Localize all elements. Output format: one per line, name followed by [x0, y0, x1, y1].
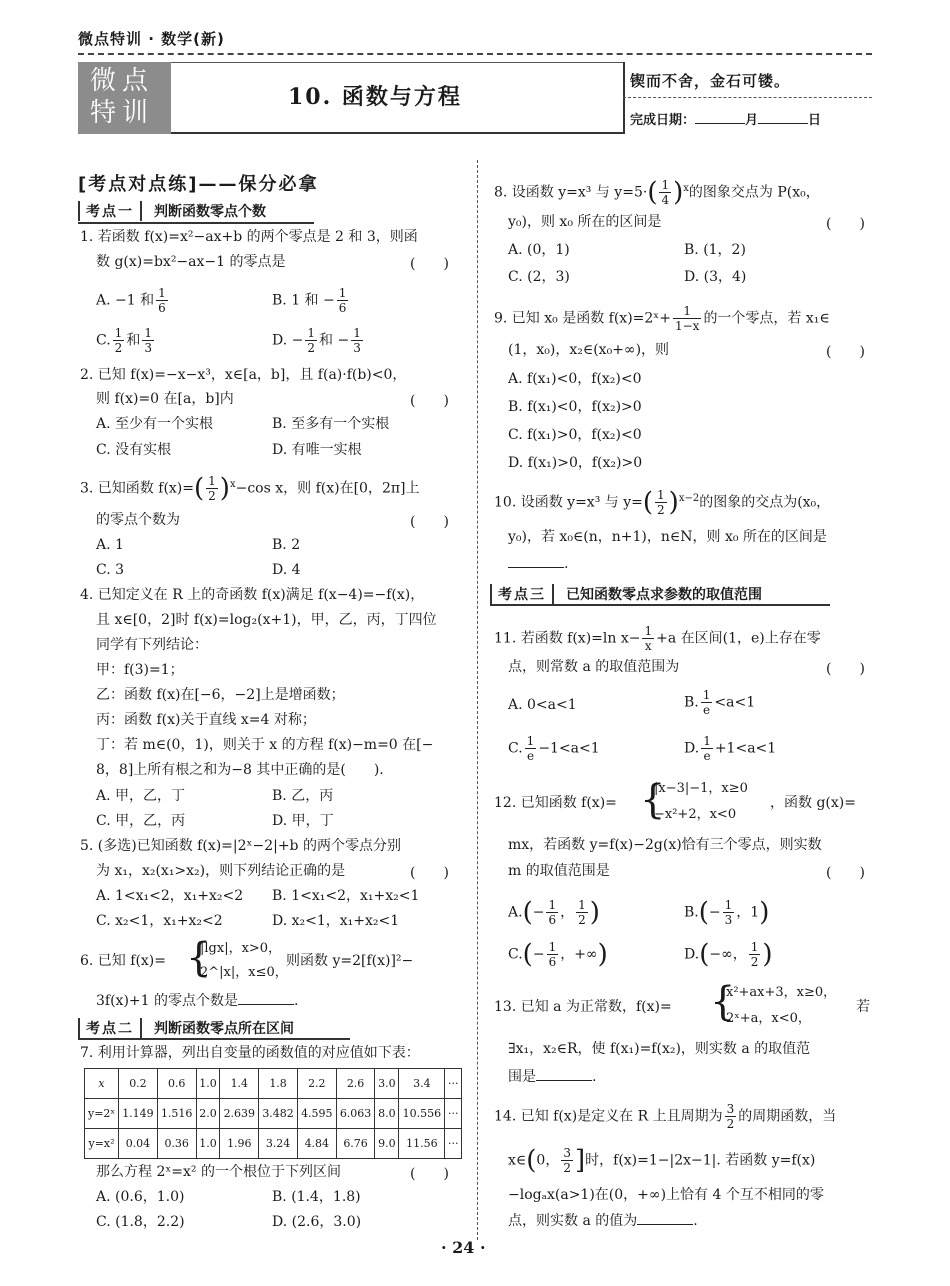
q14-l2-post: 时，f(x)=1−|2x−1|. 若函数 y=f(x) — [585, 1152, 816, 1169]
q11-b-frac — [701, 688, 713, 717]
q13-line3-text: 围是 — [508, 1069, 536, 1085]
topic1-underline — [78, 222, 314, 224]
q12-a-frac2 — [576, 898, 588, 927]
q3-lparen: ( — [194, 473, 205, 504]
q12-post: ，函数 g(x)= — [770, 795, 856, 811]
q5-answer-paren[interactable]: ( ) — [410, 865, 449, 881]
q12-a-frac1 — [546, 898, 558, 927]
q12-case1: |x−3|−1，x≥0 — [654, 781, 748, 796]
q4-line6: 丙：函数 f(x)关于直线 x=4 对称； — [96, 712, 316, 728]
q8-lparen: ( — [647, 177, 658, 208]
q12-option-b[interactable] — [684, 898, 769, 927]
q6-case1: |lgx|，x>0， — [200, 941, 282, 956]
q3-den: 2 — [208, 489, 216, 503]
logo-line2: 特训 — [90, 98, 155, 128]
q12-line2: mx，若函数 y=f(x)−2g(x)恰有三个零点，则实数 — [508, 837, 822, 853]
q14-l2-den: 2 — [563, 1161, 571, 1175]
topic2-tag: 考点二 — [78, 1018, 142, 1038]
q13-pre: 13. 已知 a 为正常数，f(x)= — [494, 999, 672, 1015]
table-cell: 11.56 — [399, 1129, 445, 1159]
q12-pre: 12. 已知函数 f(x)= — [494, 795, 617, 811]
q1-c-num1: 1 — [114, 326, 123, 340]
q11-c-frac — [525, 734, 537, 763]
q12-case2: −x²+2，x<0 — [654, 807, 737, 822]
q11-d-frac — [701, 734, 713, 763]
q10-num: 1 — [657, 488, 665, 502]
q6-case2: 2^|x|，x≤0， — [200, 965, 288, 980]
date-label: 完成日期： — [630, 113, 696, 128]
q14-line3: −logₐx(a>1)在(0，+∞)上恰有 4 个互不相同的零 — [508, 1187, 824, 1203]
q1-c-frac1 — [113, 326, 125, 355]
q3-option-b[interactable]: B. 2 — [272, 537, 301, 553]
table-cell: 3.482 — [259, 1099, 298, 1129]
q12-c-den: 6 — [548, 955, 557, 969]
logo-badge — [78, 62, 171, 134]
table-cell: 1.8 — [259, 1069, 298, 1099]
logo-line1: 微点 — [90, 66, 155, 96]
q1-option-c[interactable] — [96, 326, 156, 355]
q13-case1: x²+ax+3，x≥0， — [726, 985, 837, 1000]
table-cell: 6.063 — [336, 1099, 375, 1129]
q9-option-b[interactable]: B. f(x₁)<0，f(x₂)>0 — [508, 399, 642, 415]
series-title: 微点特训 · 数学(新) — [78, 30, 225, 48]
table-cell: 2.6 — [336, 1069, 375, 1099]
q3-option-c[interactable]: C. 3 — [96, 562, 125, 578]
q9-post: 的一个零点，若 x₁∈ — [703, 310, 830, 327]
q2-option-a[interactable]: A. 至少有一个实根 — [96, 416, 214, 432]
q9-den: 1−x — [674, 319, 700, 333]
q8-option-c[interactable]: C. (2，3) — [508, 269, 570, 285]
table-cell: 1.516 — [157, 1099, 196, 1129]
q3-post: −cos x，则 f(x)在[0，2π]上 — [235, 480, 420, 497]
table-cell: 0.2 — [119, 1069, 158, 1099]
q12-a-comma: ， — [560, 904, 575, 921]
q10-exp: x−2 — [678, 492, 700, 504]
q12-a-minus: − — [532, 904, 545, 921]
q3-option-a[interactable]: A. 1 — [96, 537, 124, 553]
q3-answer-paren[interactable]: ( ) — [410, 514, 449, 530]
q11-c-num: 1 — [526, 734, 535, 748]
q4-line8: 8，8]上所有根之和为−8 其中正确的是( ). — [96, 762, 384, 778]
q1-c-den1: 2 — [114, 341, 123, 355]
q8-pre: 8. 设函数 y=x³ 与 y=5· — [494, 184, 648, 201]
q3-line1 — [80, 474, 420, 503]
topic2-heading — [78, 1018, 294, 1038]
topic1-title: 判断函数零点个数 — [154, 204, 266, 220]
q14-end: . — [693, 1213, 698, 1229]
q12-c-rparen: ) — [597, 939, 608, 970]
q1-c-num2: 1 — [144, 326, 152, 340]
top-divider — [78, 53, 872, 55]
q7-option-c[interactable]: C. (1.8，2.2) — [96, 1214, 185, 1230]
q12-d-rparen: ) — [762, 939, 773, 970]
q1-a-num: 1 — [158, 286, 166, 300]
q11-option-b[interactable] — [684, 688, 755, 717]
q4-option-a[interactable]: A. 甲，乙，丁 — [96, 788, 186, 804]
q8-line2: y₀)，则 x₀ 所在的区间是 — [508, 214, 662, 230]
column-divider — [477, 160, 478, 1240]
q9-num: 1 — [673, 304, 701, 319]
q11-option-d[interactable] — [684, 734, 776, 763]
q12-b-pre: B. — [684, 904, 699, 921]
q7-answer-paren[interactable]: ( ) — [410, 1166, 449, 1182]
q1-c-text: C. — [96, 332, 111, 349]
q8-option-a[interactable]: A. (0，1) — [508, 242, 570, 258]
q13-case2: 2ˣ+a，x<0， — [726, 1011, 811, 1026]
table-cell: 9.0 — [375, 1129, 399, 1159]
table-cell: 0.04 — [119, 1129, 158, 1159]
q14-rbracket: ] — [574, 1145, 586, 1176]
q1-b-text: B. 1 和 − — [272, 292, 335, 309]
q1-d-den1: 2 — [307, 341, 315, 355]
q11-c-den: e — [526, 749, 535, 763]
q12-b-num: 1 — [724, 898, 733, 912]
table-cell: 6.76 — [336, 1129, 375, 1159]
motto-divider — [623, 97, 872, 98]
table-cell: y=x² — [85, 1129, 119, 1159]
q12-b-tail: ，1 — [736, 904, 760, 921]
q12-d-frac — [749, 940, 761, 969]
q3-rparen: ) — [219, 473, 230, 504]
q11-d-pre: D. — [684, 740, 700, 757]
day-label: 日 — [808, 113, 822, 128]
q12-c-lparen: ( — [522, 939, 533, 970]
topic2-title: 判断函数零点所在区间 — [154, 1021, 294, 1037]
table-cell: 2.2 — [297, 1069, 336, 1099]
q10-post: 的图象的交点为(x₀， — [699, 494, 831, 511]
q12-a-rparen: ) — [589, 897, 600, 928]
q1-d-frac2 — [351, 326, 363, 355]
q12-b-rparen: ) — [759, 897, 770, 928]
table-cell: 2.0 — [196, 1099, 220, 1129]
motto: 锲而不舍，金石可镂。 — [630, 72, 791, 90]
q5-option-a[interactable]: A. 1<x₁<2，x₁+x₂<2 — [96, 888, 244, 904]
q11-post: +a 在区间(1，e)上存在零 — [656, 630, 821, 647]
q8-line1 — [494, 178, 820, 207]
q13-end: . — [592, 1069, 597, 1085]
table-row-x — [85, 1069, 462, 1099]
chapter-title: 10. 函数与方程 — [288, 84, 462, 110]
section-title: [考点对点练]——保分必拿 — [78, 174, 319, 195]
q1-d-mid: 和 − — [319, 332, 350, 349]
q12-a-den2: 2 — [578, 913, 586, 927]
q11-b-den: e — [703, 703, 711, 717]
q4-line2: 且 x∈[0，2]时 f(x)=log₂(x+1)，甲，乙，丙，丁四位 — [96, 612, 437, 628]
q10-end: . — [564, 556, 569, 572]
q9-frac — [673, 304, 701, 333]
q3-pre: 3. 已知函数 f(x)= — [80, 480, 194, 497]
topic1-heading — [78, 201, 266, 221]
q8-post: 的图象交点为 P(x₀， — [688, 184, 820, 201]
q12-b-frac — [723, 898, 735, 927]
q12-a-num2: 1 — [578, 898, 586, 912]
q12-brace: { — [640, 777, 666, 823]
table-cell: 1.96 — [220, 1129, 259, 1159]
q2-answer-paren[interactable]: ( ) — [410, 393, 449, 409]
q1-a-frac — [156, 286, 168, 315]
month-label: 月 — [745, 113, 759, 128]
q10-rparen: ) — [668, 487, 679, 518]
topic3-tag: 考点三 — [490, 584, 554, 604]
q12-d-head: −∞， — [709, 946, 747, 963]
q2-option-b[interactable]: B. 至多有一个实根 — [272, 416, 390, 432]
q6-brace: { — [186, 935, 212, 981]
q1-b-den: 6 — [338, 301, 347, 315]
day-blank[interactable] — [758, 112, 808, 124]
q5-option-b[interactable]: B. 1<x₁<2，x₁+x₂<1 — [272, 888, 420, 904]
table-cell: ··· — [445, 1099, 462, 1129]
q6-end: . — [294, 993, 299, 1009]
q7-option-d[interactable]: D. (2.6，3.0) — [272, 1214, 362, 1230]
q11-frac — [642, 624, 654, 653]
topic1-tag: 考点一 — [78, 201, 142, 221]
q12-a-num1: 1 — [548, 898, 557, 912]
table-cell: y=2ˣ — [85, 1099, 119, 1129]
q8-exp: x — [683, 182, 689, 194]
q11-d-den: e — [703, 749, 711, 763]
q1-c-den2: 3 — [144, 341, 152, 355]
q12-c-pre: C. — [508, 946, 523, 963]
q9-line1 — [494, 304, 830, 333]
q1-d-text: D. − — [272, 332, 304, 349]
q2-line1: 2. 已知 f(x)=−x−x³，x∈[a，b]，且 f(a)·f(b)<0， — [80, 367, 407, 383]
q14-frac — [725, 1102, 737, 1131]
q6-post: 则函数 y=2[f(x)]²− — [286, 953, 414, 969]
q4-option-b[interactable]: B. 乙，丙 — [272, 788, 334, 804]
q14-line4-text: 点，则实数 a 的值为 — [508, 1213, 638, 1229]
q1-a-den: 6 — [158, 301, 166, 315]
q1-line2: 数 g(x)=bx²−ax−1 的零点是 — [96, 254, 286, 270]
q11-option-a[interactable]: A. 0<a<1 — [508, 697, 577, 713]
q12-line3: m 的取值范围是 — [508, 863, 610, 879]
q1-b-num: 1 — [338, 286, 347, 300]
q7-line1: 7. 利用计算器，列出自变量的函数值的对应值如下表： — [80, 1045, 420, 1061]
q8-answer-paren[interactable]: ( ) — [826, 216, 865, 232]
q14-l2-a: 0， — [536, 1152, 560, 1169]
q14-l2-num: 3 — [563, 1146, 571, 1160]
q6-line2-text: 3f(x)+1 的零点个数是 — [96, 993, 238, 1009]
q12-c-frac — [547, 940, 559, 969]
q1-option-d[interactable] — [272, 326, 365, 355]
q13-answer-blank[interactable] — [536, 1068, 592, 1081]
q11-c-post: −1<a<1 — [538, 740, 600, 757]
q1-option-b[interactable] — [272, 286, 350, 315]
q7-option-b[interactable]: B. (1.4，1.8) — [272, 1189, 361, 1205]
q12-b-den: 3 — [724, 913, 733, 927]
q1-c-frac2 — [142, 326, 154, 355]
q9-option-c[interactable]: C. f(x₁)>0，f(x₂)<0 — [508, 427, 642, 443]
q11-pre: 11. 若函数 f(x)=ln x− — [494, 630, 641, 647]
q11-b-post: <a<1 — [714, 694, 756, 711]
q3-option-d[interactable]: D. 4 — [272, 562, 301, 578]
q9-pre: 9. 已知 x₀ 是函数 f(x)=2ˣ+ — [494, 310, 671, 327]
table-cell: 3.4 — [399, 1069, 445, 1099]
q4-line5: 乙：函数 f(x)在[−6，−2]上是增函数； — [96, 687, 345, 703]
table-cell: 2.639 — [220, 1099, 259, 1129]
q13-line2: ∃x₁，x₂∈R，使 f(x₁)=f(x₂)，则实数 a 的取值范 — [508, 1041, 811, 1057]
completion-date — [630, 109, 821, 128]
q11-answer-paren[interactable]: ( ) — [826, 661, 865, 677]
q9-answer-paren[interactable]: ( ) — [826, 344, 865, 360]
q9-option-a[interactable]: A. f(x₁)<0，f(x₂)<0 — [508, 371, 642, 387]
q12-a-den1: 6 — [548, 913, 557, 927]
q12-option-a[interactable] — [508, 898, 600, 927]
table-row-2x — [85, 1099, 462, 1129]
table-cell: 3.0 — [375, 1069, 399, 1099]
q14-den: 2 — [726, 1117, 735, 1131]
q11-c-pre: C. — [508, 740, 523, 757]
q1-d-den2: 3 — [353, 341, 361, 355]
q13-line3 — [508, 1068, 596, 1086]
q1-line1: 1. 若函数 f(x)=x²−ax+b 的两个零点是 2 和 3，则函 — [80, 229, 418, 245]
page-number: · 24 · — [441, 1238, 486, 1257]
table-cell: 1.149 — [119, 1099, 158, 1129]
q12-c-num: 1 — [548, 940, 557, 954]
q3-num: 1 — [208, 474, 216, 488]
topic2-underline — [78, 1038, 350, 1040]
q12-option-d[interactable] — [684, 940, 773, 969]
topic3-underline — [490, 604, 830, 606]
q8-rparen: ) — [673, 177, 684, 208]
q12-a-pre: A. — [508, 904, 523, 921]
q6-line2 — [96, 992, 298, 1010]
table-cell: 0.36 — [157, 1129, 196, 1159]
q12-d-num: 1 — [750, 940, 759, 954]
q10-line2: y₀)，若 x₀∈(n，n+1)，n∈N，则 x₀ 所在的区间是 — [508, 529, 827, 545]
q14-line2 — [508, 1146, 815, 1175]
q4-option-d[interactable]: D. 甲，丁 — [272, 813, 334, 829]
table-cell: 1.0 — [196, 1129, 220, 1159]
q1-d-num1: 1 — [307, 326, 315, 340]
q6-answer-blank[interactable] — [238, 992, 294, 1005]
q10-den: 2 — [657, 503, 665, 517]
q14-line4 — [508, 1212, 698, 1230]
q4-line1: 4. 已知定义在 R 上的奇函数 f(x)满足 f(x−4)=−f(x)， — [80, 587, 425, 603]
q14-pre: 14. 已知 f(x)是定义在 R 上且周期为 — [494, 1108, 723, 1125]
q12-answer-paren[interactable]: ( ) — [826, 865, 865, 881]
q1-a-text: A. −1 和 — [96, 292, 155, 309]
q5-option-d[interactable]: D. x₂<1，x₁+x₂<1 — [272, 913, 400, 929]
q12-d-pre: D. — [684, 946, 700, 963]
q11-option-c[interactable] — [508, 734, 600, 763]
q12-a-lparen: ( — [522, 897, 533, 928]
table-cell: 8.0 — [375, 1099, 399, 1129]
q12-d-lparen: ( — [699, 939, 710, 970]
table-cell: 1.4 — [220, 1069, 259, 1099]
table-cell: ··· — [445, 1129, 462, 1159]
q12-c-tail: ，+∞ — [560, 946, 598, 963]
q14-lparen: ( — [526, 1145, 537, 1176]
table-cell: 10.556 — [399, 1099, 445, 1129]
q7-value-table — [84, 1068, 462, 1159]
q12-d-den: 2 — [750, 955, 759, 969]
table-cell: 4.84 — [297, 1129, 336, 1159]
q1-answer-paren[interactable]: ( ) — [410, 256, 449, 272]
q4-line7: 丁：若 m∈(0，1)，则关于 x 的方程 f(x)−m=0 在[− — [96, 737, 434, 753]
q7-option-a[interactable]: A. (0.6，1.0) — [96, 1189, 185, 1205]
q11-line2: 点，则常数 a 的取值范围为 — [508, 659, 680, 675]
q11-d-num: 1 — [703, 734, 711, 748]
q2-option-d[interactable]: D. 有唯一实根 — [272, 442, 362, 458]
q2-line2: 则 f(x)=0 在[a，b]内 — [96, 391, 234, 407]
table-cell: 4.595 — [297, 1099, 336, 1129]
q7-after: 那么方程 2ˣ=x² 的一个根位于下列区间 — [96, 1164, 341, 1180]
q14-num: 3 — [726, 1102, 735, 1116]
q2-option-c[interactable]: C. 没有实根 — [96, 442, 172, 458]
q3-exp: x — [229, 478, 236, 490]
q14-l2-frac — [561, 1146, 573, 1175]
q3-line2: 的零点个数为 — [96, 512, 180, 528]
q10-line3 — [508, 555, 568, 573]
q11-line1 — [494, 624, 821, 653]
table-cell: x — [85, 1069, 119, 1099]
q14-post: 的周期函数，当 — [738, 1108, 837, 1125]
q14-answer-blank[interactable] — [637, 1212, 693, 1225]
table-row-x2 — [85, 1129, 462, 1159]
table-cell: 0.6 — [157, 1069, 196, 1099]
q11-b-num: 1 — [702, 688, 711, 702]
q13-brace: { — [710, 979, 736, 1025]
q9-option-d[interactable]: D. f(x₁)>0，f(x₂)>0 — [508, 455, 643, 471]
q5-line1: 5. (多选)已知函数 f(x)=|2ˣ−2|+b 的两个零点分别 — [80, 838, 401, 854]
q6-pre: 6. 已知 f(x)= — [80, 953, 166, 969]
q12-b-lparen: ( — [698, 897, 709, 928]
q4-line3: 同学有下列结论： — [96, 637, 208, 653]
q12-c-minus: − — [532, 946, 545, 963]
q8-option-d[interactable]: D. (3，4) — [684, 269, 747, 285]
table-cell: 3.24 — [259, 1129, 298, 1159]
q1-d-frac1 — [305, 326, 317, 355]
month-blank[interactable] — [695, 112, 745, 124]
q4-option-c[interactable]: C. 甲，乙，丙 — [96, 813, 186, 829]
table-cell: 1.0 — [196, 1069, 220, 1099]
q13-post: 若 — [856, 999, 870, 1015]
q12-option-c[interactable] — [508, 940, 608, 969]
q14-l2-pre: x∈ — [508, 1152, 527, 1169]
q10-line1 — [494, 488, 830, 517]
q1-b-frac — [337, 286, 349, 315]
q5-line2: 为 x₁，x₂(x₁>x₂)，则下列结论正确的是 — [96, 863, 346, 879]
topic3-title: 已知函数零点求参数的取值范围 — [566, 587, 762, 603]
q3-frac — [206, 474, 218, 503]
q8-frac — [659, 178, 671, 207]
q10-frac — [655, 488, 667, 517]
q11-den: x — [644, 639, 652, 653]
q14-line1 — [494, 1102, 836, 1131]
q12-b-minus: − — [708, 904, 721, 921]
q8-den: 4 — [661, 193, 670, 207]
q10-lparen: ( — [642, 487, 654, 518]
q1-option-a[interactable] — [96, 286, 170, 315]
q9-line2: (1，x₀)，x₂∈(x₀+∞)，则 — [508, 342, 670, 358]
q8-num: 1 — [661, 178, 670, 192]
q4-line4: 甲：f(3)=1； — [96, 662, 184, 678]
q11-num: 1 — [644, 624, 653, 638]
q11-b-pre: B. — [684, 694, 699, 711]
table-cell: ··· — [445, 1069, 462, 1099]
q10-pre: 10. 设函数 y=x³ 与 y= — [494, 494, 643, 511]
topic3-heading — [490, 584, 762, 604]
q1-c-mid: 和 — [126, 332, 141, 349]
q1-d-num2: 1 — [353, 326, 361, 340]
q11-d-post: +1<a<1 — [714, 740, 777, 757]
q5-option-c[interactable]: C. x₂<1，x₁+x₂<2 — [96, 913, 223, 929]
q8-option-b[interactable]: B. (1，2) — [684, 242, 746, 258]
q10-answer-blank[interactable] — [508, 555, 564, 568]
